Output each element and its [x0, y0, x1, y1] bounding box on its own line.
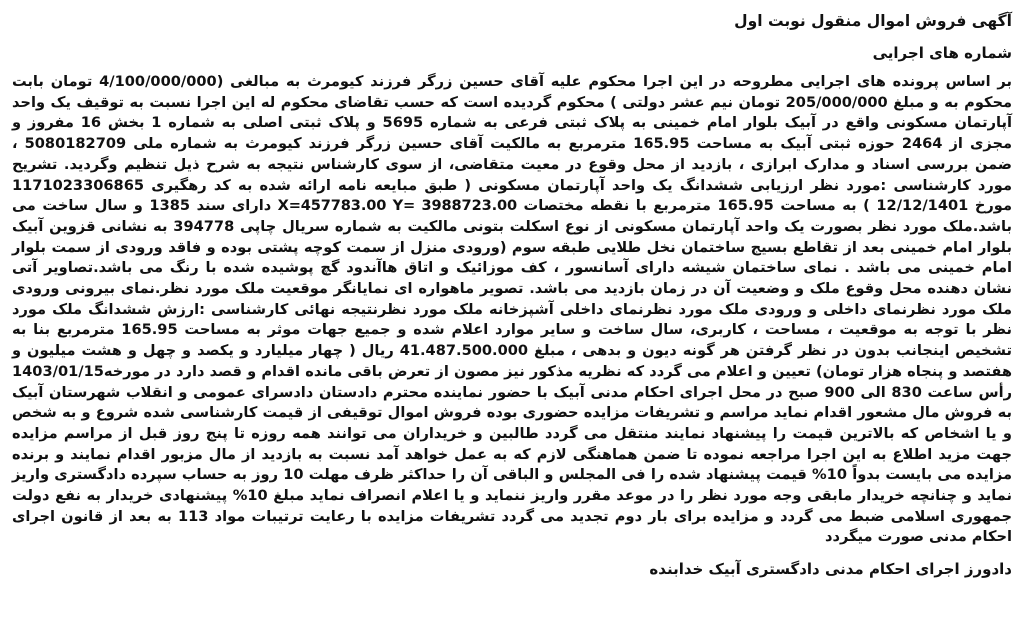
execution-numbers-heading: شماره های اجرایی: [872, 44, 1012, 62]
notice-body: بر اساس پرونده های اجرایی مطروحه در این اجرا محکوم علیه آقای حسین زرگر فرزند کیومرث به مبالغی (4/100/000/000 تومان بابت محکوم به و مبلغ 205/000/000 تومان نیم عشر دولتی ) محکوم گردیده است که حسب تقاضای محکوم له این اجرا نسبت به توقیف یک واحد آپارتمان مسکونی واقع در آبیک بلوار امام خمینی به پلاک ثبتی فرعی به شماره 5695 و پلاک ثبتی اصلی به شماره 1 بخش 16 مفروز و مجزی از 2464 حوزه ثبتی آبیک به مساحت 165.95 مترمربع به مالکیت آقای حسین زرگر فرزند کیومرث به شماره ملی 5080182709 ، ضمن بررسی اسناد و مدارک ابرازی ، بازدید از محل وقوع در معیت متقاضی، از سوی کارشناس نتیجه به شرح ذیل تنظیم وگردید. تشریح مورد کارشناسی :مورد نظر ارزیابی ششدانگ یک واحد آپارتمان مسکونی ( طبق مبایعه نامه ارائه شده به کد رهگیری 1171023306865 مورخ 12/12/1401 ) به مساحت 165.95 مترمربع با نقطه مختصات X=457783.00 Y= 3988723.00 دارای سند 1385 و سال ساخت می باشد.ملک مورد نظر بصورت یک واحد آپارتمان مسکونی از نوع اسکلت بتونی مالکیت به شماره سریال چاپی 394778 به نشانی قزوین آبیک بلوار امام خمینی بعد از تقاطع بسیج ساختمان نخل طلایی طبقه سوم (ورودی منزل از سمت کوچه پشتی بوده و فاقد ورودی از سمت بلوار امام خمینی می باشد . نمای ساختمان شیشه دارای آسانسور ، کف موزائیک و اتاق هاآندود گچ پوشیده شده با رنگ می باشد.تصاویر آتی نشان دهنده محل وقوع ملک و وضعیت آن در زمان بازدید می باشد. تصویر ماهواره ای نمایانگر موقعیت ملک مورد نظر.نمای بیرونی ورودی ملک مورد نظرنمای داخلی و ورودی ملک مورد نظرنمای داخلی آشپزخانه ملک مورد نظرنتیجه نهائی کارشناسی :ارزش ششدانگ ملک مورد نظر با توجه به موقعیت ، مساحت ، کاربری، سال ساخت و سایر موارد اعلام شده و جمیع جهات موثر به مساحت 165.95 مترمربع بنا به تشخیص اینجانب بدون در نظر گرفتن هر گونه دیون و بدهی ، مبلغ 41.487.500.000 ریال ( چهار میلیارد و یکصد و چهل و هشت میلیون و هفتصد و پنجاه هزار تومان) تعیین و اعلام می گردد که نظریه مذکور نیز مصون از تعرض باقی مانده اقدام و قصد دارد در مورخه1403/01/15 رأس ساعت 830 الی 900 صبح در محل اجرای احکام مدنی آبیک با حضور نماینده محترم دادستان دادسرای عمومی و انقلاب شهرستان آبیک به فروش مال مشعور اقدام نماید مراسم و تشریفات مزایده حضوری بوده فروش اموال توقیفی از قیمت کارشناسی شده شروع و به شخص و یا اشخاص که بالاترین قیمت را پیشنهاد نمایند منتقل می گردد طالبین و خریداران می توانند همه روزه تا پنج روز قبل از مراسم مزایده جهت مزید اطلاع به این اجرا مراجعه نموده تا ضمن هماهنگی لازم که به عمل خواهد آمد نسبت به بازدید از مال مزبور اقدام نمایند و برنده مزایده می بایست بدواً 10% قیمت پیشنهاد شده را فی المجلس و الباقی آن را حداکثر ظرف مهلت 10 روز به حساب سپرده دادگستری واریز نماید و چنانچه خریدار مابقی وجه مورد نظر را در موعد مقرر واریز ننماید و یا اعلام انصراف نماید مبلغ 10% پیشنهادی خریدار به نفع دولت جمهوری اسلامی ضبط می گردد و مزایده برای بار دوم تجدید می گردد تشریفات مزایده با رعایت ترتیبات مواد 113 به بعد از قانون اجرای احکام مدنی صورت میگردد: [12, 73, 1013, 546]
notice-signature: دادورز اجرای احکام مدنی دادگستری آبیک خدابنده: [649, 560, 1012, 579]
notice-title: آگهی فروش اموال منقول نوبت اول: [734, 12, 1012, 30]
